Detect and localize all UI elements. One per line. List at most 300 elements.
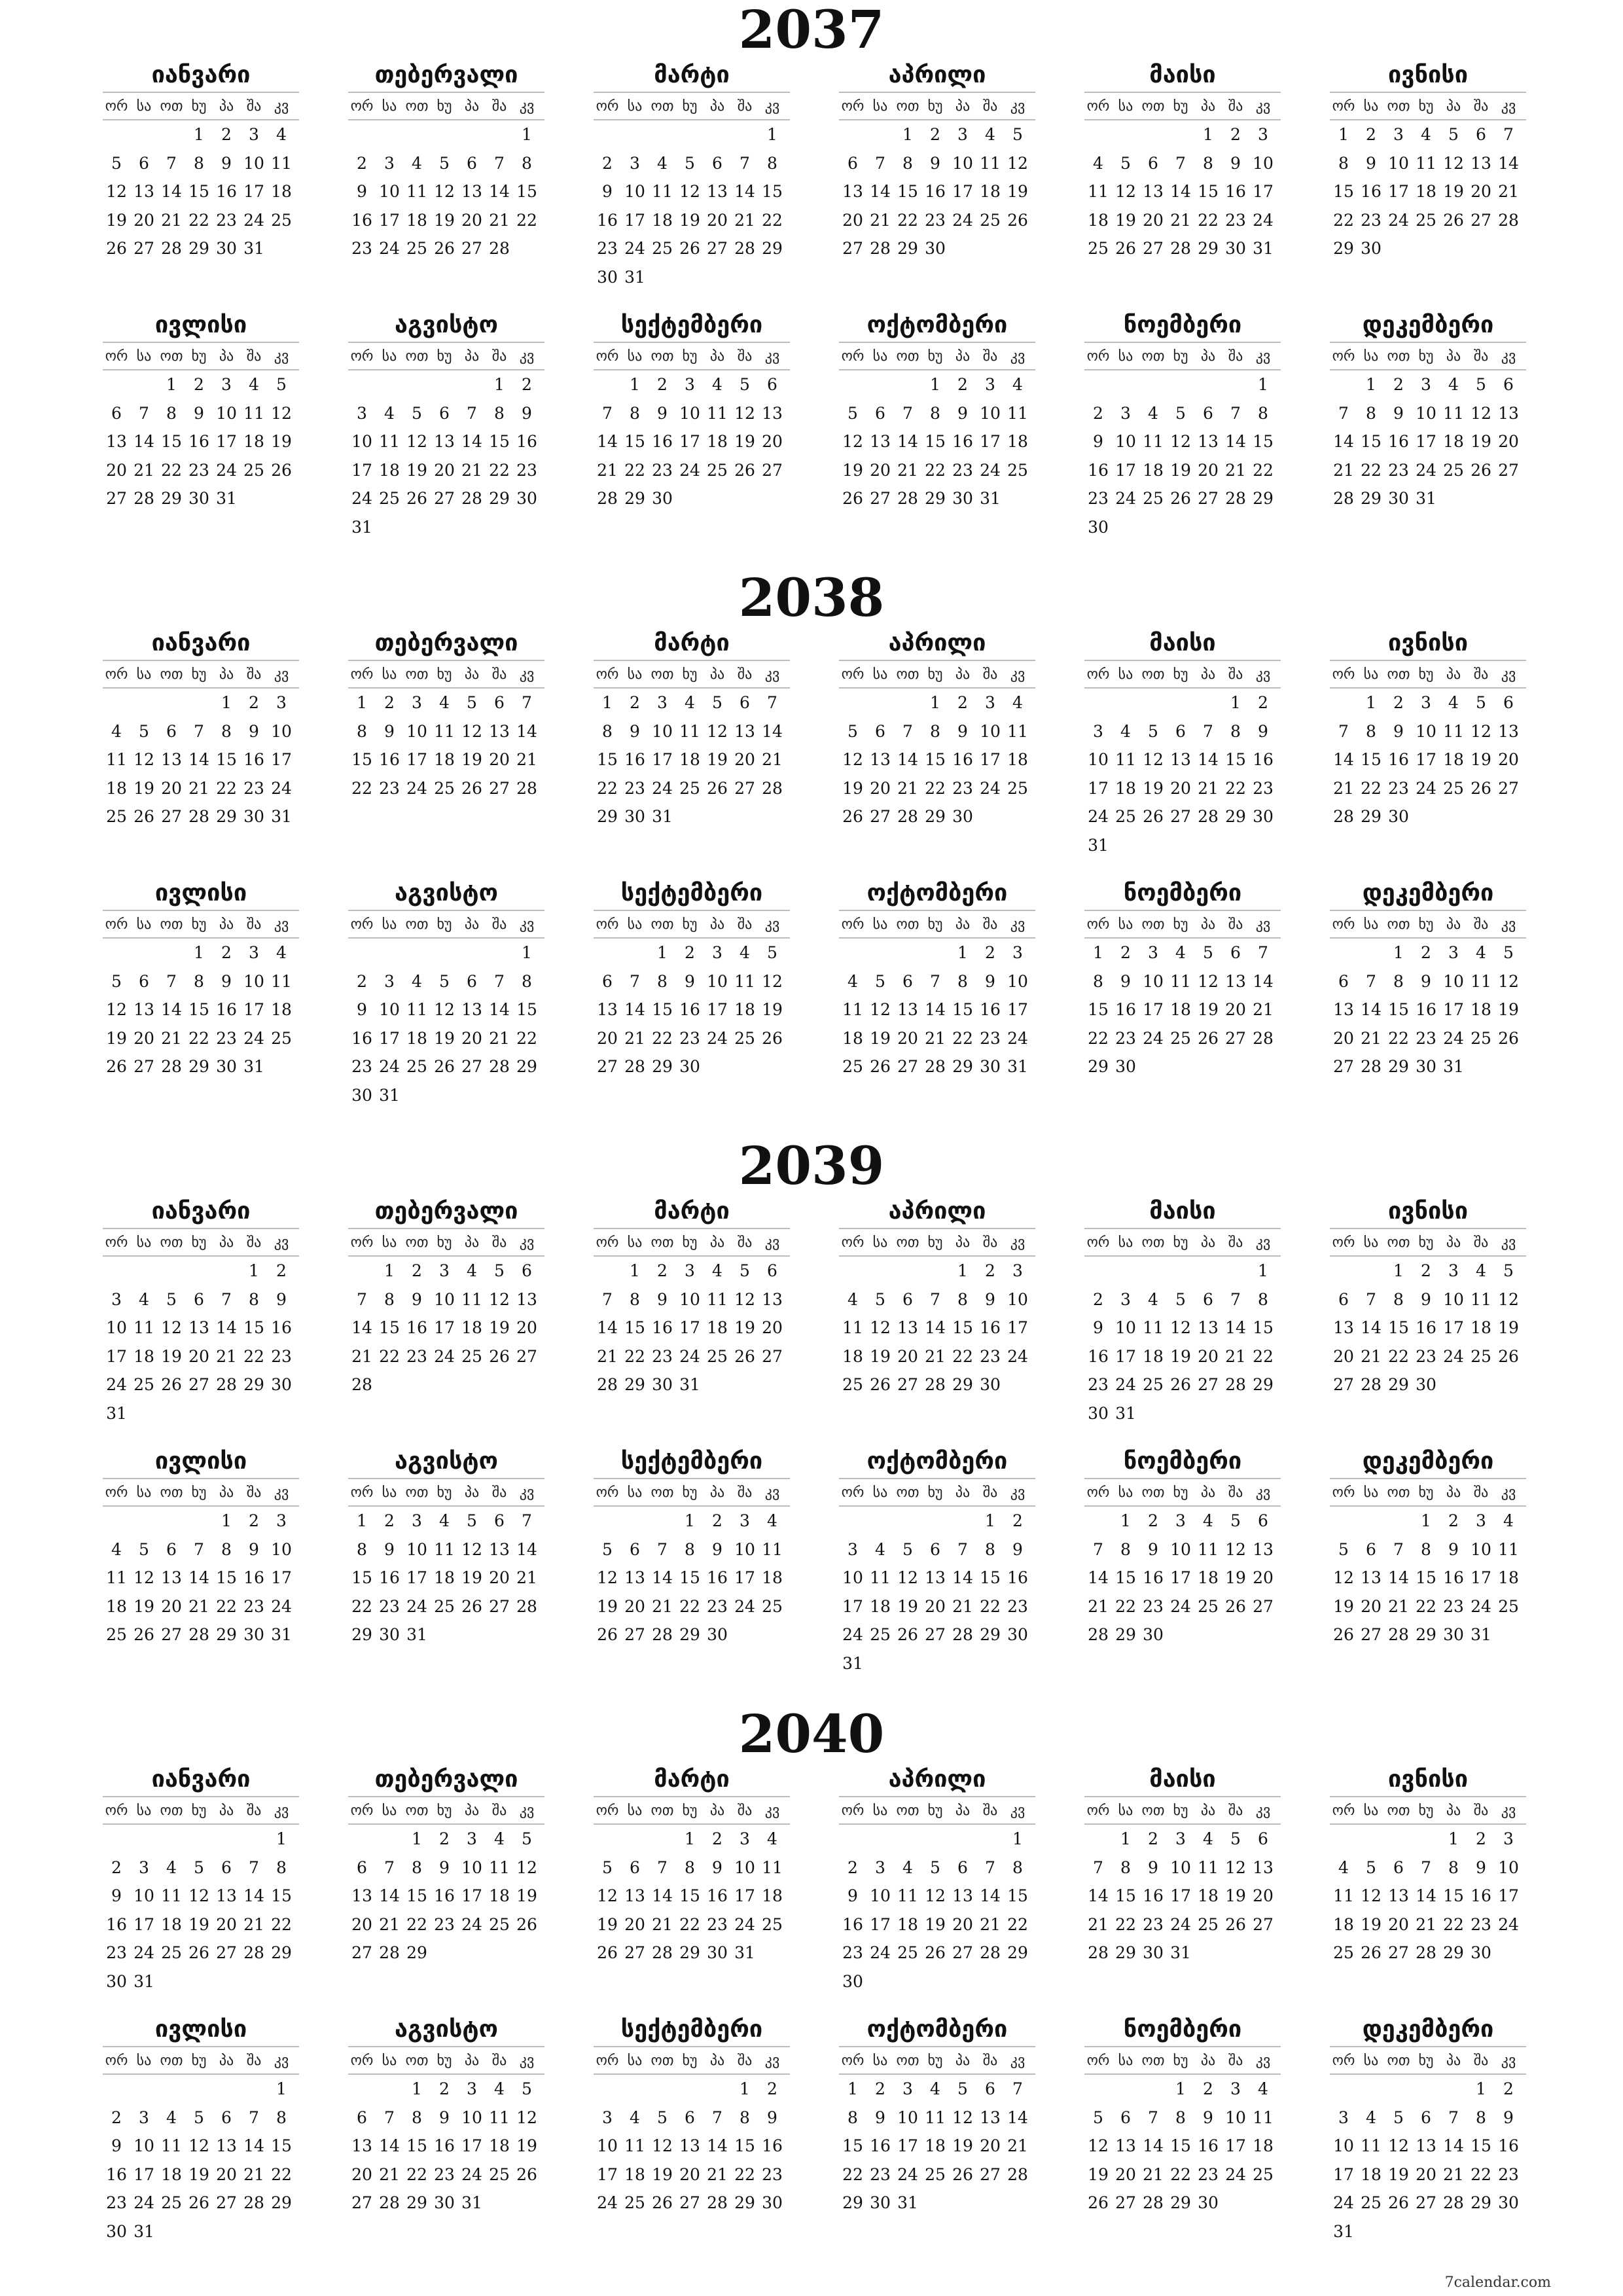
day-empty <box>1167 689 1194 717</box>
day-cell: 7 <box>467 403 477 423</box>
day-cell: 2 <box>1093 1289 1103 1309</box>
weekday-label: პა <box>1200 98 1216 115</box>
day-cell: 9 <box>1203 2108 1213 2127</box>
day-cell: 22 <box>1115 1596 1136 1616</box>
day-cell: 23 <box>1253 778 1274 798</box>
day-cell: 20 <box>897 1346 918 1366</box>
day-cell: 19 <box>461 750 482 769</box>
day-empty <box>676 120 704 149</box>
weekday-label: შა <box>491 1802 507 1819</box>
day-cell: 24 <box>1143 1028 1164 1048</box>
day-cell: 1 <box>957 943 968 962</box>
day-cell: 6 <box>875 721 885 741</box>
day-cell: 22 <box>271 2164 292 2184</box>
day-cell: 18 <box>624 2164 645 2184</box>
month-12 <box>1330 2013 1526 2246</box>
day-cell: 21 <box>925 1028 946 1048</box>
weekday-label: შა <box>1228 348 1243 365</box>
day-cell: 29 <box>1388 1057 1409 1076</box>
day-cell: 2 <box>1012 1511 1023 1530</box>
day-cell: 30 <box>980 1375 1001 1394</box>
day-cell: 9 <box>1503 2108 1514 2127</box>
day-cell: 1 <box>630 375 640 394</box>
day-cell: 13 <box>1225 971 1246 991</box>
day-cell: 18 <box>842 1346 863 1366</box>
day-cell: 30 <box>351 1085 372 1105</box>
day-cell: 7 <box>602 403 613 423</box>
day-cell: 3 <box>1393 125 1404 144</box>
day-cell: 22 <box>952 1346 973 1366</box>
day-cell: 20 <box>925 1596 946 1616</box>
weekday-label: ორ <box>1086 1802 1110 1819</box>
day-cell: 11 <box>624 2136 645 2155</box>
day-cell: 9 <box>875 2108 885 2127</box>
day-cell: 30 <box>434 2193 455 2212</box>
day-cell: 16 <box>1143 1568 1164 1587</box>
day-cell: 2 <box>384 1511 395 1530</box>
day-cell: 7 <box>902 403 913 423</box>
day-cell: 2 <box>1230 125 1241 144</box>
day-cell: 17 <box>734 1568 755 1587</box>
day-cell: 19 <box>1498 1318 1519 1337</box>
day-cell: 14 <box>216 1318 237 1337</box>
day-cell: 28 <box>1333 489 1354 508</box>
day-grid <box>1084 1257 1281 1427</box>
day-cell: 8 <box>357 1539 367 1559</box>
day-cell: 11 <box>434 721 455 741</box>
day-cell: 1 <box>194 943 204 962</box>
day-cell: 3 <box>1448 943 1459 962</box>
day-cell: 22 <box>216 778 237 798</box>
day-cell: 16 <box>707 1568 728 1587</box>
day-cell: 7 <box>1366 1289 1376 1309</box>
day-cell: 17 <box>1170 1568 1191 1587</box>
day-cell: 7 <box>249 1857 259 1877</box>
day-empty <box>921 1825 949 1854</box>
weekday-label: ოთ <box>160 1484 183 1501</box>
day-cell: 28 <box>516 1596 537 1616</box>
day-cell: 10 <box>1007 971 1028 991</box>
weekday-label: კვ <box>1010 666 1026 683</box>
weekday-label: შა <box>491 98 507 115</box>
day-cell: 27 <box>624 1625 645 1644</box>
day-cell: 30 <box>1253 807 1274 826</box>
weekday-label: ორ <box>350 348 374 365</box>
day-cell: 27 <box>1471 210 1491 230</box>
day-cell: 31 <box>106 1403 127 1423</box>
day-cell: 21 <box>597 1346 618 1366</box>
day-cell: 17 <box>624 210 645 230</box>
day-cell: 24 <box>952 210 973 230</box>
day-cell: 26 <box>434 1057 455 1076</box>
day-empty <box>130 1507 158 1535</box>
day-cell: 16 <box>1198 2136 1219 2155</box>
weekday-label: სა <box>1118 1484 1133 1501</box>
day-cell: 9 <box>1393 721 1404 741</box>
day-cell: 5 <box>685 153 695 173</box>
day-cell: 1 <box>767 125 777 144</box>
day-cell: 12 <box>461 721 482 741</box>
day-cell: 30 <box>516 489 537 508</box>
month-name: მაისი <box>1149 1766 1216 1793</box>
day-cell: 13 <box>1253 1857 1274 1877</box>
day-cell: 16 <box>652 432 673 451</box>
day-cell: 23 <box>406 1346 427 1366</box>
day-cell: 6 <box>194 1289 204 1309</box>
day-cell: 20 <box>1498 432 1519 451</box>
day-cell: 30 <box>1388 489 1409 508</box>
weekday-label: კვ <box>764 1802 780 1819</box>
weekday-label: კვ <box>519 1234 535 1251</box>
day-empty <box>348 1257 376 1285</box>
day-cell: 25 <box>707 460 728 480</box>
day-cell: 30 <box>1416 1057 1436 1076</box>
day-cell: 13 <box>461 1000 482 1019</box>
day-cell: 13 <box>351 1886 372 1905</box>
day-cell: 13 <box>762 403 783 423</box>
day-cell: 10 <box>271 721 292 741</box>
weekday-label: ხუ <box>682 1484 698 1501</box>
day-cell: 6 <box>439 403 450 423</box>
day-cell: 28 <box>1170 239 1191 258</box>
day-cell: 19 <box>434 210 455 230</box>
day-empty <box>376 120 403 149</box>
day-cell: 1 <box>657 943 668 962</box>
day-cell: 3 <box>1012 1261 1023 1280</box>
day-grid <box>1330 689 1526 831</box>
day-cell: 28 <box>243 1943 264 1962</box>
day-cell: 25 <box>1416 210 1436 230</box>
day-cell: 11 <box>1498 1539 1519 1559</box>
day-empty <box>1139 2075 1167 2104</box>
day-cell: 7 <box>740 153 750 173</box>
day-cell: 20 <box>597 1028 618 1048</box>
day-cell: 14 <box>1361 1000 1382 1019</box>
weekday-label: ორ <box>105 348 128 365</box>
day-empty <box>403 120 431 149</box>
day-cell: 14 <box>243 1886 264 1905</box>
day-cell: 19 <box>271 432 292 451</box>
weekday-label: ორ <box>1086 916 1110 933</box>
day-cell: 2 <box>1421 943 1431 962</box>
day-empty <box>1084 1825 1112 1854</box>
month-8 <box>348 309 544 541</box>
day-cell: 11 <box>1333 1886 1354 1905</box>
day-cell: 11 <box>707 1289 728 1309</box>
weekday-label: შა <box>491 1484 507 1501</box>
weekday-label: ორ <box>1086 1234 1110 1251</box>
day-cell: 2 <box>357 971 367 991</box>
day-empty <box>213 1825 240 1854</box>
day-cell: 16 <box>216 1000 237 1019</box>
day-cell: 23 <box>707 1596 728 1616</box>
weekday-label: პა <box>219 1484 234 1501</box>
day-cell: 2 <box>767 2079 777 2098</box>
day-cell: 15 <box>1115 1886 1136 1905</box>
day-cell: 12 <box>1498 1289 1519 1309</box>
day-cell: 26 <box>842 807 863 826</box>
weekday-label: სა <box>1363 348 1379 365</box>
day-cell: 18 <box>1007 750 1028 769</box>
day-cell: 29 <box>734 2193 755 2212</box>
day-cell: 11 <box>106 750 127 769</box>
day-cell: 6 <box>1338 1289 1349 1309</box>
month-11 <box>1084 2013 1281 2217</box>
day-cell: 24 <box>434 1346 455 1366</box>
day-cell: 18 <box>243 432 264 451</box>
day-empty <box>676 2075 704 2104</box>
day-cell: 29 <box>980 1625 1001 1644</box>
day-cell: 28 <box>461 489 482 508</box>
day-cell: 22 <box>1361 460 1382 480</box>
day-empty <box>486 120 513 149</box>
day-cell: 22 <box>1333 210 1354 230</box>
day-empty <box>103 689 130 717</box>
day-cell: 8 <box>412 2108 422 2127</box>
weekday-label: კვ <box>1010 2052 1026 2069</box>
day-cell: 29 <box>897 239 918 258</box>
day-cell: 9 <box>630 721 640 741</box>
day-cell: 29 <box>1361 489 1382 508</box>
day-cell: 22 <box>624 1346 645 1366</box>
weekday-label: პა <box>219 98 234 115</box>
day-cell: 16 <box>351 1028 372 1048</box>
weekday-label: ორ <box>596 1234 619 1251</box>
day-grid <box>594 2075 790 2217</box>
day-cell: 22 <box>1388 1346 1409 1366</box>
day-cell: 19 <box>516 1886 537 1905</box>
day-cell: 27 <box>762 460 783 480</box>
day-cell: 20 <box>434 460 455 480</box>
day-cell: 4 <box>1258 2079 1268 2098</box>
day-cell: 5 <box>1230 1829 1241 1848</box>
day-cell: 28 <box>1198 807 1219 826</box>
weekday-label: ხუ <box>927 348 943 365</box>
month-2 <box>348 1763 544 1967</box>
day-empty <box>130 2075 158 2104</box>
day-cell: 29 <box>1388 1375 1409 1394</box>
day-cell: 4 <box>1093 153 1103 173</box>
day-cell: 4 <box>657 153 668 173</box>
weekday-header <box>103 2046 299 2075</box>
weekday-label: სა <box>627 1802 643 1819</box>
day-cell: 12 <box>1333 1568 1354 1587</box>
day-cell: 8 <box>194 971 204 991</box>
day-cell: 20 <box>1198 1346 1219 1366</box>
day-cell: 26 <box>1388 2193 1409 2212</box>
day-cell: 12 <box>679 182 700 201</box>
weekday-label: შა <box>246 2052 262 2069</box>
weekday-label: სა <box>1363 1234 1379 1251</box>
day-cell: 4 <box>111 1539 122 1559</box>
day-empty <box>376 939 403 967</box>
day-cell: 22 <box>1115 1914 1136 1934</box>
day-cell: 7 <box>384 1857 395 1877</box>
day-cell: 20 <box>188 1346 209 1366</box>
day-cell: 22 <box>161 460 182 480</box>
day-cell: 9 <box>957 403 968 423</box>
day-cell: 24 <box>1253 210 1274 230</box>
month-name: ოქტომბერი <box>866 880 1008 906</box>
day-cell: 3 <box>467 1829 477 1848</box>
weekday-header <box>839 910 1035 939</box>
day-cell: 23 <box>434 2164 455 2184</box>
day-cell: 20 <box>1170 778 1191 798</box>
day-empty <box>1330 939 1357 967</box>
day-empty <box>1330 1825 1357 1854</box>
day-cell: 2 <box>1393 375 1404 394</box>
day-cell: 20 <box>1143 210 1164 230</box>
weekday-label: სა <box>136 98 152 115</box>
day-cell: 13 <box>1198 1318 1219 1337</box>
weekday-label: ოთ <box>405 1802 429 1819</box>
day-cell: 25 <box>134 1375 154 1394</box>
day-cell: 7 <box>1421 1857 1431 1877</box>
day-cell: 12 <box>188 2136 209 2155</box>
month-name: აპრილი <box>888 1198 986 1225</box>
day-cell: 10 <box>406 721 427 741</box>
day-cell: 1 <box>740 2079 750 2098</box>
day-cell: 31 <box>1416 489 1436 508</box>
day-cell: 14 <box>1333 750 1354 769</box>
day-cell: 16 <box>1388 750 1409 769</box>
weekday-header <box>103 92 299 120</box>
day-cell: 10 <box>980 403 1001 423</box>
month-9 <box>594 309 790 513</box>
weekday-label: ორ <box>596 98 619 115</box>
day-cell: 19 <box>597 1914 618 1934</box>
day-cell: 5 <box>740 375 750 394</box>
day-cell: 13 <box>516 1289 537 1309</box>
day-cell: 14 <box>652 1568 673 1587</box>
day-cell: 27 <box>134 1057 154 1076</box>
day-cell: 18 <box>925 2136 946 2155</box>
day-cell: 19 <box>188 2164 209 2184</box>
day-cell: 10 <box>1170 1857 1191 1877</box>
day-cell: 12 <box>461 1539 482 1559</box>
weekday-label: კვ <box>519 98 535 115</box>
day-empty <box>431 370 458 399</box>
day-cell: 4 <box>1012 375 1023 394</box>
day-cell: 11 <box>1416 153 1436 173</box>
day-cell: 10 <box>1088 750 1109 769</box>
day-cell: 23 <box>1007 1596 1028 1616</box>
day-cell: 30 <box>624 807 645 826</box>
day-cell: 7 <box>602 1289 613 1309</box>
weekday-label: ოთ <box>160 2052 183 2069</box>
day-cell: 2 <box>1503 2079 1514 2098</box>
day-cell: 31 <box>1333 2221 1354 2241</box>
weekday-label: შა <box>1473 1484 1489 1501</box>
day-cell: 17 <box>271 750 292 769</box>
day-cell: 22 <box>351 1596 372 1616</box>
day-cell: 22 <box>925 778 946 798</box>
day-cell: 9 <box>439 2108 450 2127</box>
weekday-label: სა <box>1118 348 1133 365</box>
weekday-label: ორ <box>1332 348 1355 365</box>
weekday-label: ოთ <box>1387 1484 1410 1501</box>
day-cell: 18 <box>870 1596 891 1616</box>
day-cell: 8 <box>767 153 777 173</box>
day-cell: 13 <box>624 1568 645 1587</box>
day-cell: 17 <box>652 750 673 769</box>
day-cell: 28 <box>489 239 510 258</box>
day-cell: 18 <box>1498 1568 1519 1587</box>
day-cell: 8 <box>1338 153 1349 173</box>
day-cell: 23 <box>106 2193 127 2212</box>
day-cell: 24 <box>271 1596 292 1616</box>
weekday-label: ორ <box>841 98 865 115</box>
day-cell: 25 <box>1170 1028 1191 1048</box>
year-title: 2039 <box>738 1135 885 1196</box>
day-cell: 18 <box>106 1596 127 1616</box>
day-cell: 18 <box>734 1000 755 1019</box>
day-cell: 2 <box>1448 1511 1459 1530</box>
weekday-header <box>839 660 1035 689</box>
day-cell: 8 <box>602 721 613 741</box>
day-cell: 4 <box>902 1857 913 1877</box>
weekday-label: ხუ <box>1173 2052 1188 2069</box>
weekday-label: სა <box>872 1234 888 1251</box>
day-cell: 1 <box>957 1261 968 1280</box>
day-cell: 3 <box>902 2079 913 2098</box>
day-empty <box>594 1257 621 1285</box>
day-cell: 26 <box>652 2193 673 2212</box>
weekday-label: ოთ <box>1141 666 1165 683</box>
day-cell: 20 <box>1416 2164 1436 2184</box>
day-cell: 2 <box>847 1857 858 1877</box>
day-cell: 14 <box>516 721 537 741</box>
day-cell: 25 <box>434 778 455 798</box>
day-grid <box>594 1825 790 1967</box>
day-cell: 1 <box>522 943 532 962</box>
day-cell: 10 <box>1416 721 1436 741</box>
day-cell: 16 <box>679 1000 700 1019</box>
month-10 <box>839 877 1035 1081</box>
day-cell: 3 <box>1148 943 1158 962</box>
day-cell: 24 <box>243 1028 264 1048</box>
day-cell: 9 <box>1148 1857 1158 1877</box>
day-cell: 24 <box>1115 1375 1136 1394</box>
weekday-label: კვ <box>1501 1234 1516 1251</box>
weekday-label: სა <box>1118 2052 1133 2069</box>
day-cell: 17 <box>134 1914 154 1934</box>
day-cell: 9 <box>657 1289 668 1309</box>
day-cell: 17 <box>707 1000 728 1019</box>
weekday-header <box>594 2046 790 2075</box>
day-cell: 14 <box>188 1568 209 1587</box>
day-cell: 23 <box>216 210 237 230</box>
weekday-label: შა <box>491 348 507 365</box>
weekday-label: ოთ <box>1141 1484 1165 1501</box>
day-cell: 4 <box>1476 1261 1486 1280</box>
day-cell: 18 <box>1471 1318 1491 1337</box>
day-cell: 28 <box>707 2193 728 2212</box>
day-cell: 17 <box>379 210 400 230</box>
day-cell: 3 <box>276 1511 287 1530</box>
day-cell: 26 <box>679 239 700 258</box>
day-cell: 20 <box>134 210 154 230</box>
weekday-label: ორ <box>841 1802 865 1819</box>
day-cell: 13 <box>624 1886 645 1905</box>
weekday-label: ხუ <box>1418 1484 1434 1501</box>
day-cell: 26 <box>870 1375 891 1394</box>
day-cell: 20 <box>870 778 891 798</box>
day-cell: 4 <box>494 2079 505 2098</box>
day-empty <box>1194 689 1222 717</box>
day-cell: 2 <box>1148 1511 1158 1530</box>
day-cell: 8 <box>685 1857 695 1877</box>
